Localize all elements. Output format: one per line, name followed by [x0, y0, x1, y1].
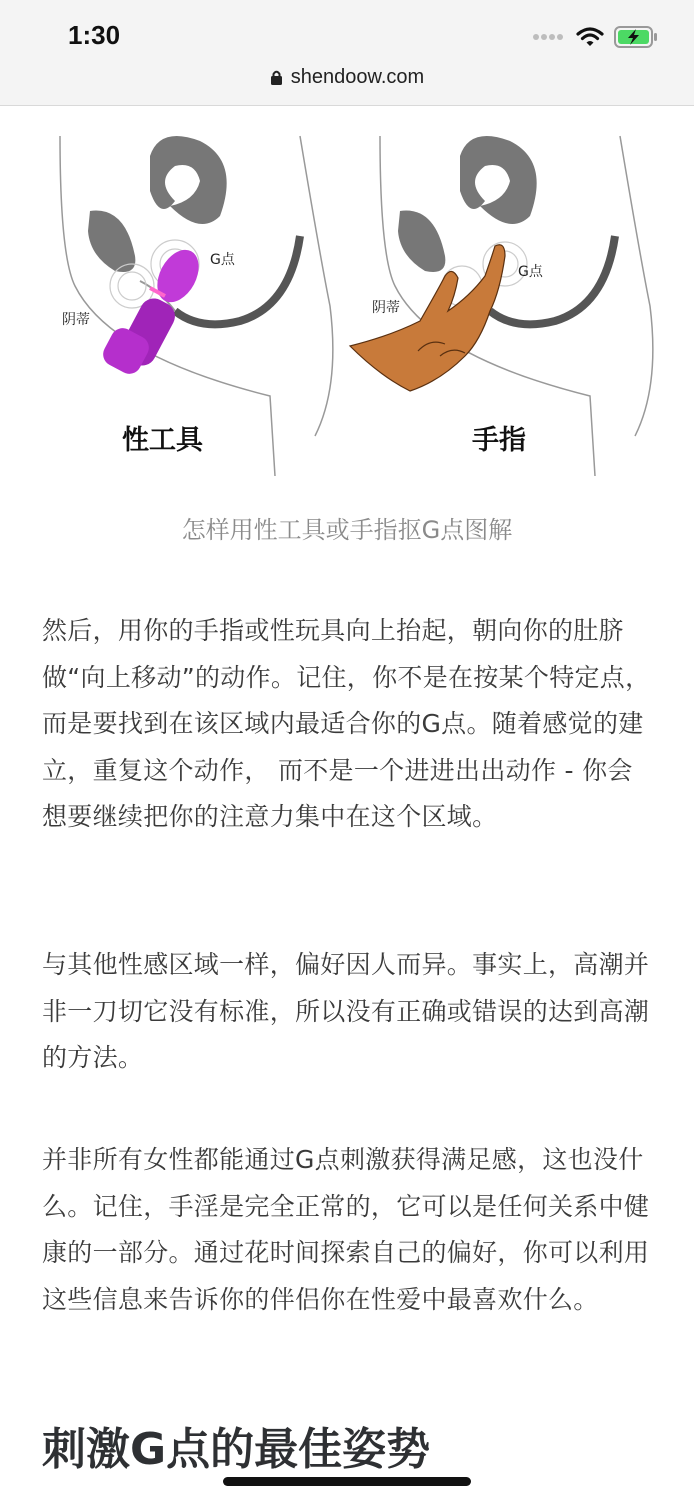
- status-bar: [0, 0, 694, 62]
- right-gspot-label: G点: [518, 264, 543, 280]
- battery-charging-icon: [614, 26, 658, 48]
- anatomy-diagram: [0, 106, 694, 476]
- section-heading: 刺激G点的最佳姿势: [42, 1424, 431, 1475]
- wifi-icon: [576, 26, 604, 48]
- gspot-illustration: [0, 106, 694, 476]
- right-clitoris-label: 阴蒂: [372, 300, 400, 316]
- status-icons: [532, 24, 658, 50]
- paragraph: 并非所有女性都能通过G点刺激获得满足感，这也没什么。记住，手淫是完全正常的，它可以是任何关系中健康的一部分。通过花时间探索自己的偏好，你可以利用这些信息来告诉你的伴侣你在性爱中最喜欢什么。: [42, 1145, 650, 1314]
- status-time: 1:30: [68, 20, 121, 50]
- url-text: shendoow.com: [290, 66, 425, 88]
- address-bar[interactable]: [0, 62, 694, 106]
- left-gspot-label: G点: [210, 252, 235, 268]
- paragraph: 与其他性感区域一样，偏好因人而异。事实上，高潮并非一刀切它没有标准，所以没有正确或错误的达到高潮的方法。: [42, 950, 650, 1072]
- left-figure-label: 性工具: [122, 425, 203, 456]
- figure-caption: 怎样用性工具或手指抠G点图解: [181, 516, 513, 544]
- home-indicator[interactable]: [223, 1477, 471, 1486]
- right-figure-label: 手指: [472, 425, 526, 456]
- lock-icon: [270, 69, 283, 86]
- left-clitoris-label: 阴蒂: [62, 312, 90, 328]
- signal-icon: [532, 32, 566, 42]
- paragraph: 然后，用你的手指或性玩具向上抬起，朝向你的肚脐做“向上移动”的动作。记住，你不是在按某个特定点，而是要找到在该区域内最适合你的G点。随着感觉的建立，重复这个动作， 而不是一个进进出出动作 - 你会想要继续把你的注意力集中在这个区域。: [42, 616, 651, 831]
